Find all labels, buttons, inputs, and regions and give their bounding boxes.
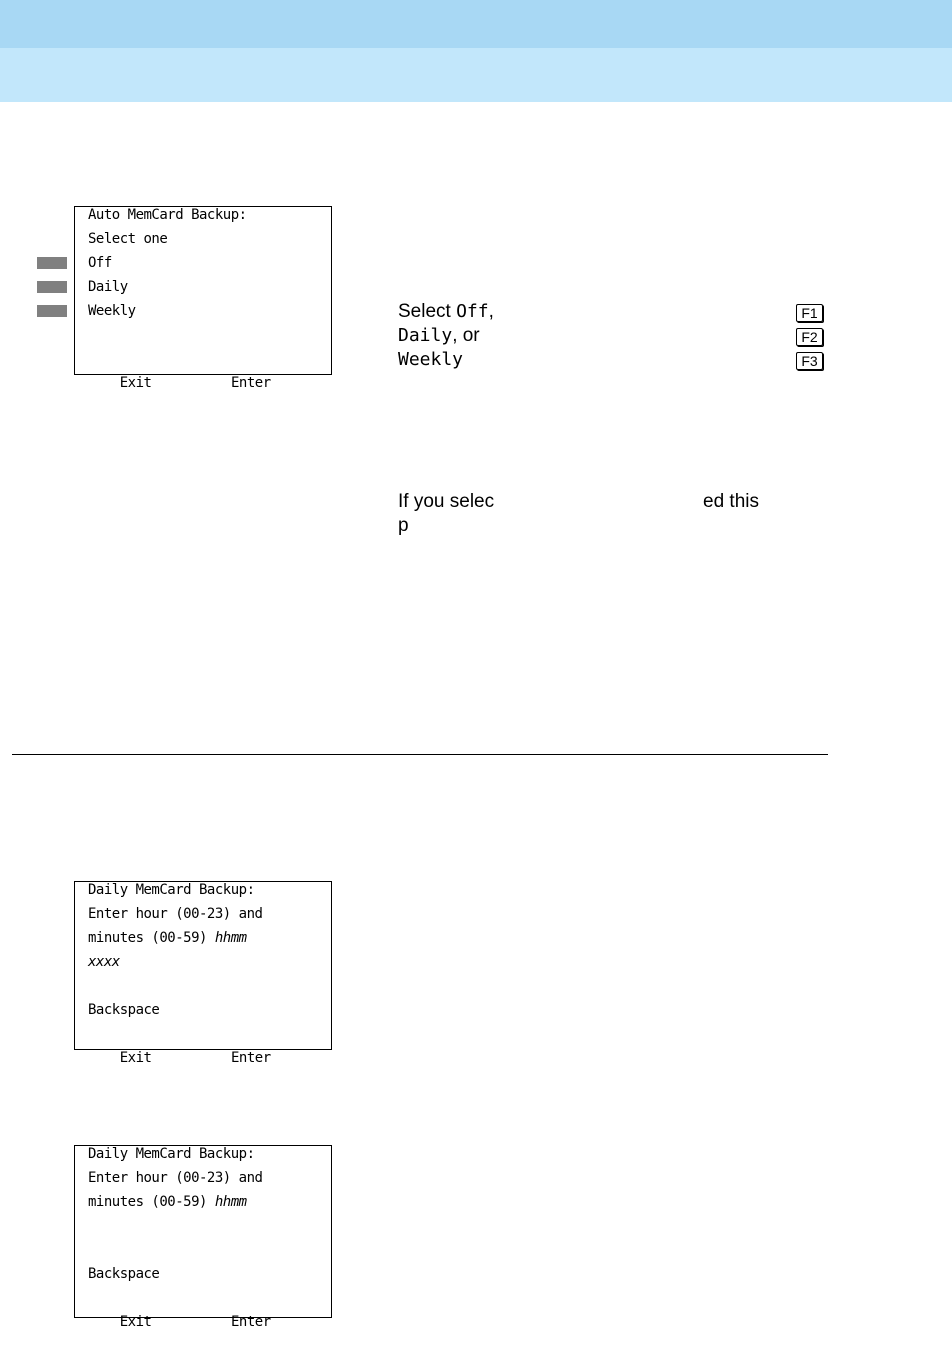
instruction-line-3 — [398, 348, 463, 372]
screen-prompt: Enter hour (00-23) and — [88, 906, 263, 922]
prompt-prefix: minutes (00-59) — [88, 1194, 215, 1210]
screen-softkeys — [88, 1286, 271, 1330]
exit-button[interactable]: Exit — [119, 1050, 152, 1066]
softkey-weekly-button[interactable] — [37, 305, 67, 317]
screen-title: Daily MemCard Backup: — [88, 882, 255, 898]
section-divider — [12, 754, 828, 755]
note-part-1: If you selec — [398, 491, 495, 512]
instruction-daily: Daily — [398, 325, 453, 346]
screen-title: Daily MemCard Backup: — [88, 1146, 255, 1162]
softkey-daily-button[interactable] — [37, 281, 67, 293]
header-band-top — [0, 0, 952, 48]
option-off[interactable]: Off — [88, 255, 112, 271]
enter-button[interactable]: Enter — [231, 375, 271, 391]
format-placeholder: hhmm — [214, 1194, 247, 1210]
instruction-weekly: Weekly — [398, 349, 464, 370]
note-part-2: ed this — [703, 491, 759, 512]
screen-prompt-line-2 — [88, 926, 247, 950]
enter-button[interactable]: Enter — [231, 1050, 271, 1066]
daily-memcard-backup-screen-empty — [74, 1145, 332, 1330]
screen-title: Auto MemCard Backup: — [88, 207, 247, 223]
softkey-off-button[interactable] — [37, 257, 67, 269]
instruction-sep: , — [488, 301, 494, 322]
screen-softkeys — [88, 1022, 271, 1066]
format-placeholder: hhmm — [214, 930, 247, 946]
backspace-button[interactable]: Backspace — [88, 1266, 160, 1282]
backspace-button[interactable]: Backspace — [88, 1002, 160, 1018]
header-band-bottom — [0, 48, 952, 102]
instruction-or: , or — [452, 325, 480, 346]
prompt-prefix: minutes (00-59) — [88, 930, 215, 946]
f2-key[interactable]: F2 — [796, 328, 823, 346]
f3-key[interactable]: F3 — [796, 352, 823, 370]
screen-prompt: Enter hour (00-23) and — [88, 1170, 263, 1186]
option-daily[interactable]: Daily — [88, 279, 128, 295]
instruction-line-1 — [398, 300, 494, 324]
auto-memcard-backup-screen — [74, 206, 332, 391]
note-line-2: p — [398, 515, 409, 536]
option-weekly[interactable]: Weekly — [88, 303, 136, 319]
daily-memcard-backup-screen — [74, 881, 332, 1066]
instruction-line-2 — [398, 324, 480, 348]
exit-button[interactable]: Exit — [119, 375, 152, 391]
instruction-off: Off — [456, 301, 489, 322]
exit-button[interactable]: Exit — [119, 1314, 152, 1330]
screen-prompt: Select one — [88, 231, 168, 247]
time-input[interactable]: xxxx — [88, 954, 120, 970]
instruction-select-text: Select — [398, 301, 457, 322]
screen-prompt-line-2 — [88, 1190, 247, 1214]
f1-key[interactable]: F1 — [796, 304, 823, 322]
enter-button[interactable]: Enter — [231, 1314, 271, 1330]
screen-softkeys — [88, 347, 271, 391]
